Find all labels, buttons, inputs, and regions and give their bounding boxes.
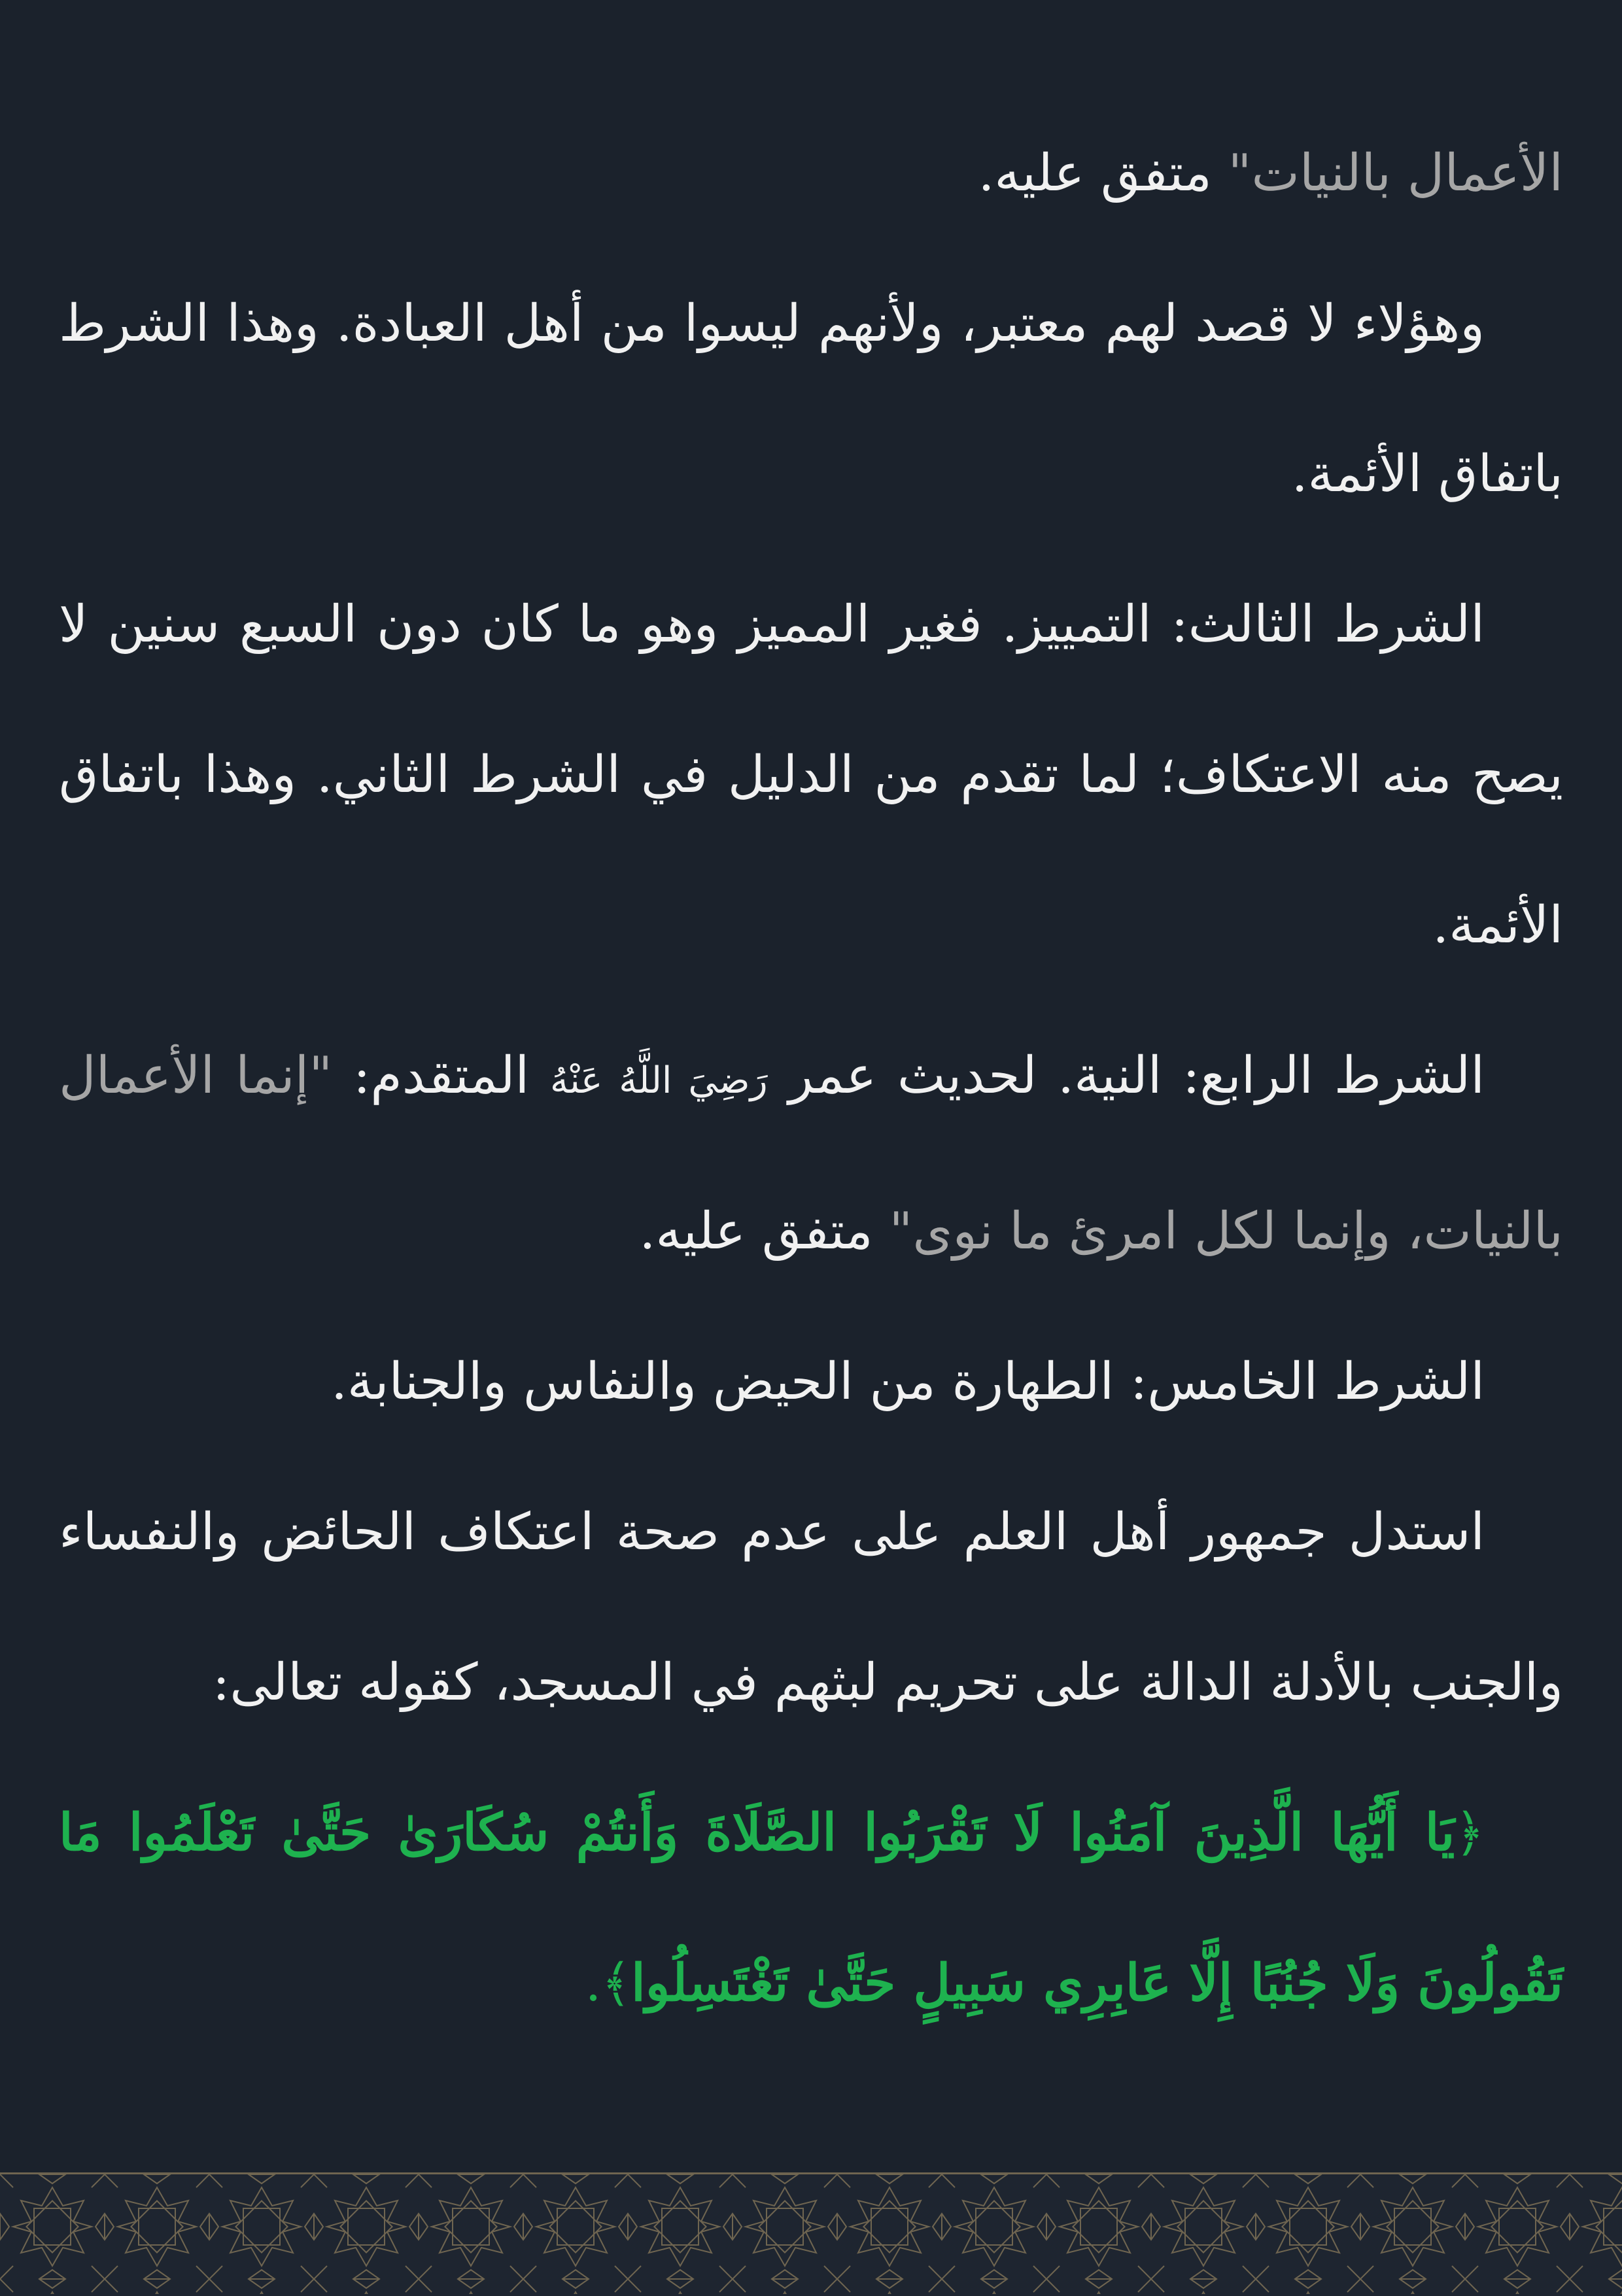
footer-ornament-band bbox=[0, 2172, 1622, 2296]
condition-four-lead: الشرط الرابع: النية. لحديث عمر bbox=[767, 1046, 1485, 1105]
verse-text: يَا أَيُّهَا الَّذِينَ آمَنُوا لَا تَقْرَبُوا الصَّلَاةَ وَأَنتُمْ سُكَارَىٰ حَتَّىٰ تَعْلَمُوا مَا تَقُولُونَ وَلَا جُنُبًا إِلَّا عَابِرِي سَبِيلٍ حَتَّىٰ تَغْتَسِلُوا bbox=[59, 1803, 1563, 2013]
paragraph-condition-three: الشرط الثالث: التمييز. فغير المميز وهو ما كان دون السبع سنين لا يصح منه الاعتكاف؛ لما تقدم من الدليل في الشرط الثاني. وهذا باتفاق الأئمة. bbox=[59, 595, 1563, 955]
paragraph-scholars-evidence: استدل جمهور أهل العلم على عدم صحة اعتكاف الحائض والنفساء والجنب بالأدلة الدالة على تحريم لبثهم في المسجد، كقوله تعالى: bbox=[59, 1503, 1563, 1712]
page-body bbox=[59, 98, 1563, 2145]
quran-verse bbox=[59, 1758, 1563, 2059]
verse-end-mark: . bbox=[585, 1954, 602, 2013]
paragraph-intention-reason: وهؤلاء لا قصد لهم معتبر، ولأنهم ليسوا من أهل العبادة. وهذا الشرط باتفاق الأئمة. bbox=[59, 294, 1563, 504]
hadith-text: إنما الأعمال بالنيات، وإنما لكل امرئ ما نوى bbox=[59, 1046, 1563, 1261]
verse-open-bracket: ﴿ bbox=[1455, 1804, 1485, 1862]
hadith-source: متفق عليه. bbox=[978, 144, 1228, 203]
hadith-source: متفق عليه. bbox=[639, 1202, 889, 1261]
paragraph-condition-four bbox=[59, 1001, 1563, 1307]
geometric-pattern-icon bbox=[0, 2174, 1622, 2294]
verse-close-bracket: ﴾ bbox=[601, 1954, 632, 2013]
quote-close: " bbox=[889, 1202, 913, 1261]
quote-open: " bbox=[309, 1046, 333, 1105]
quote-mark: " bbox=[1228, 144, 1252, 203]
paragraph-condition-five: الشرط الخامس: الطهارة من الحيض والنفاس والجنابة. bbox=[331, 1352, 1485, 1411]
honorific-glyph: رَضِيَ اللَّهُ عَنْهُ bbox=[550, 1059, 768, 1102]
paragraph-hadith-end bbox=[59, 98, 1563, 248]
hadith-text: الأعمال بالنيات bbox=[1251, 144, 1563, 203]
condition-four-mid: المتقدم: bbox=[332, 1046, 551, 1105]
